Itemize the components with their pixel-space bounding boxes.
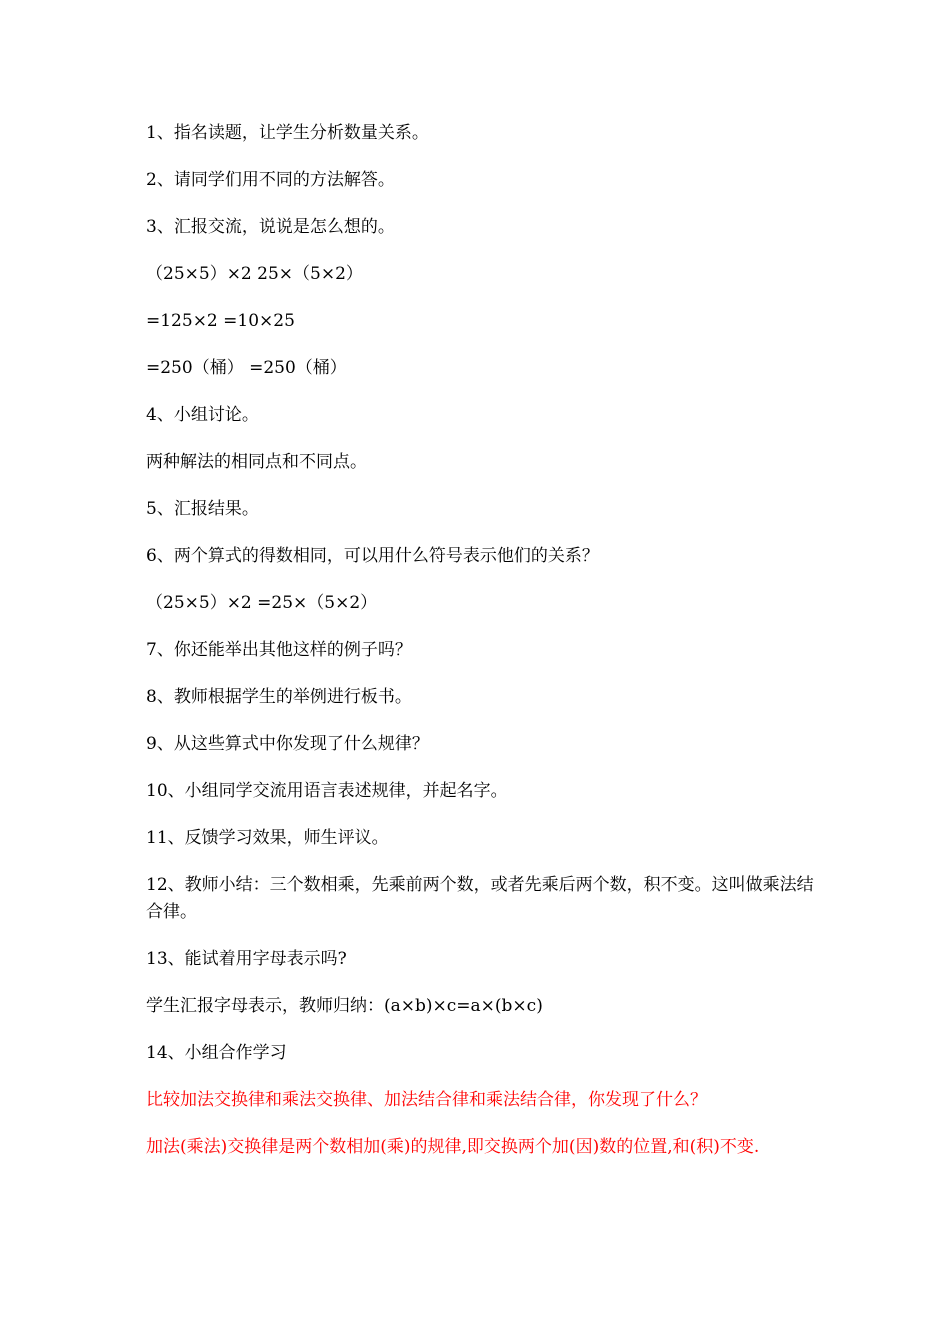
formula-equality: （25×5）×2 =25×（5×2） <box>146 593 378 613</box>
paragraph-1: 1、指名读题，让学生分析数量关系。 <box>146 123 429 143</box>
paragraph-9: 9、从这些算式中你发现了什么规律？ <box>146 734 429 754</box>
paragraph-3: 3、汇报交流，说说是怎么想的。 <box>146 217 395 237</box>
paragraph-2: 2、请同学们用不同的方法解答。 <box>146 170 395 190</box>
formula-line-1: （25×5）×2 25×（5×2） <box>146 264 363 284</box>
paragraph-6: 6、两个算式的得数相同，可以用什么符号表示他们的关系？ <box>146 546 599 566</box>
highlight-question: 比较加法交换律和乘法交换律、加法结合律和乘法结合律，你发现了什么？ <box>146 1090 707 1110</box>
paragraph-7: 7、你还能举出其他这样的例子吗？ <box>146 640 412 660</box>
document-body <box>146 120 816 1181</box>
formula-line-2: =125×2 =10×25 <box>146 311 295 331</box>
paragraph-14: 14、小组合作学习 <box>146 1043 287 1063</box>
paragraph-4: 4、小组讨论。 <box>146 405 259 425</box>
paragraph-12: 12、教师小结：三个数相乘，先乘前两个数，或者先乘后两个数，积不变。这叫做乘法结合律。 <box>146 875 814 922</box>
formula-line-3: =250（桶） =250（桶） <box>146 358 347 378</box>
paragraph-letter-formula: 学生汇报字母表示，教师归纳：(a×b)×c=a×(b×c) <box>146 996 543 1016</box>
paragraph-8: 8、教师根据学生的举例进行板书。 <box>146 687 412 707</box>
paragraph-5: 5、汇报结果。 <box>146 499 259 519</box>
paragraph-11: 11、反馈学习效果，师生评议。 <box>146 828 389 848</box>
paragraph-13: 13、能试着用字母表示吗? <box>146 949 347 969</box>
paragraph-10: 10、小组同学交流用语言表述规律，并起名字。 <box>146 781 508 801</box>
highlight-answer: 加法(乘法)交换律是两个数相加(乘)的规律,即交换两个加(因)数的位置,和(积)不变. <box>146 1137 760 1157</box>
paragraph-discussion: 两种解法的相同点和不同点。 <box>146 452 367 472</box>
